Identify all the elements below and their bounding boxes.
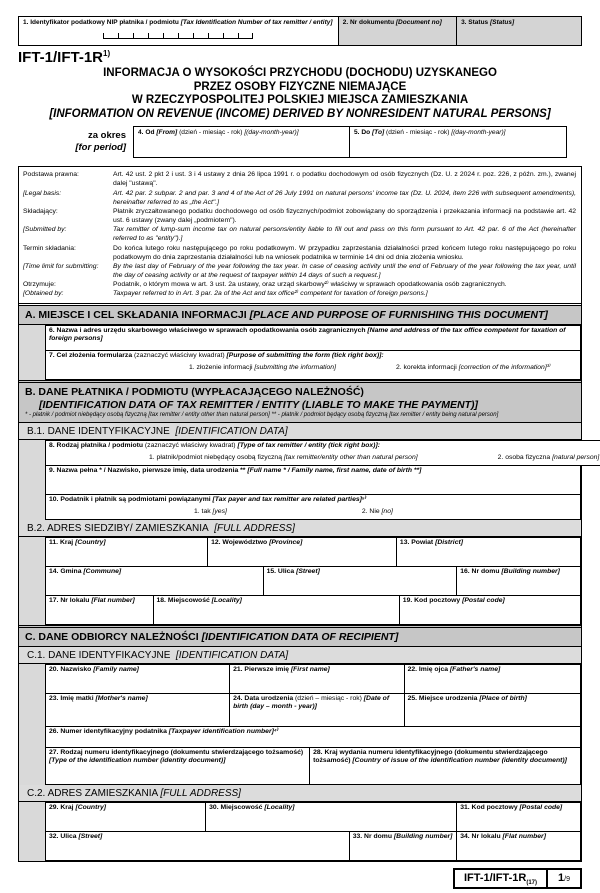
footer-form-code: IFT-$1/IFT-1R_{(17)}$ [453, 868, 548, 889]
field-16-building-number[interactable]: 16. Nr domu [Building number] [456, 566, 581, 596]
option-entity-not-natural-person[interactable]: 1. płatnik/podmiot niebędący osobą fizyczną [tax remitter/entity other than natural person] [149, 454, 418, 462]
field-24-date-of-birth[interactable]: 24. Data urodzenia (dzień – miesiąc - rok) [Date of birth (day – month - year)] [229, 693, 405, 727]
form-title [18, 67, 582, 121]
period-row [18, 126, 582, 158]
field-17-flat-number[interactable]: 17. Nr lokalu [Flat number] [45, 595, 154, 625]
legal-row-skladajacy: Składający: Płatnik zryczałtowanego podatku dochodowego od osób fizycznych/podmiot zobowiązany do sporządzenia i przekazania informacji na podstawie art. 42 ust. 6 ustawy (zwany dalej „podmiotem"). [23, 207, 576, 225]
field-11-country[interactable]: 11. Kraj [Country] [45, 537, 208, 567]
section-c-header: C. DANE ODBIORCY NALEŻNOŚCI [IDENTIFICATION DATA OF RECIPIENT] [19, 625, 581, 647]
field-28-id-country-of-issue[interactable]: 28. Kraj wydania numeru identyfikacyjnego (dokumentu stwierdzającego tożsamość) [Country of issue of the identification number (identity document)] [309, 747, 581, 785]
field-13-district[interactable]: 13. Powiat [District] [396, 537, 581, 567]
field-3-label: 3. Status [Status] [461, 19, 515, 26]
section-b2-header: B.2. ADRES SIEDZIBY/ ZAMIESZKANIA [FULL ADDRESS] [19, 520, 581, 537]
field-7-purpose[interactable]: 7. Cel złożenia formularza (zaznaczyć właściwy kwadrat) [Purpose of submitting the form (tick right box)]: 1. złożenie informacji [submitting the information] 2. korekta informacji [correction of the information]³⁾ [45, 350, 581, 380]
legal-row-obtained-by: [Obtained by: Taxpayer referred to in Art. 3 par. 2a of the Act and tax office²⁾ competent for taxation of foreign persons.] [23, 290, 428, 298]
legal-row-otrzymuje: Otrzymuje: Podatnik, o którym mowa w art. 3 ust. 2a ustawy, oraz urząd skarbowy²⁾ właściwy w sprawach opodatkowania osób zagranicznych. [23, 281, 507, 289]
field-27-id-number-type[interactable]: 27. Rodzaj numeru identyfikacyjnego (dokumentu stwierdzającego tożsamość) [Type of the identification number (identity document)] [45, 747, 310, 785]
field-30-locality[interactable]: 30. Miejscowość [Locality] [205, 802, 457, 832]
legal-row-submitted-by: [Submitted by: Tax remitter of lump-sum income tax on natural persons/entity liable to fill out and pass on this form pursuant to Art. 42 par. 6 of the Act (hereinafter referred to as "entity").] [23, 226, 576, 243]
field-14-commune[interactable]: 14. Gmina [Commune] [45, 566, 264, 596]
field-19-postal-code[interactable]: 19. Kod pocztowy [Postal code] [399, 595, 581, 625]
field-22-fathers-name[interactable]: 22. Imię ojca [Father's name] [404, 664, 581, 694]
field-2-document-no[interactable] [339, 16, 457, 46]
footer-page-number: 1/9 [548, 868, 582, 889]
field-8-remitter-type[interactable]: 8. Rodzaj płatnika / podmiotu (zaznaczyć właściwy kwadrat) [Type of tax remitter / entity (tick right box)]: 1. płatnik/podmiot niebędący osobą fizyczną [tax remitter/entity other than natural person] 2. osoba fizyczna [natural person] [45, 440, 600, 466]
form-code: IFT-$1/IFT-1R^{1)}$ [18, 49, 111, 66]
field-29-country[interactable]: 29. Kraj [Country] [45, 802, 206, 832]
field-21-first-name[interactable]: 21. Pierwsze imię [First name] [229, 664, 405, 694]
field-26-taxpayer-id-number[interactable]: 26. Numer identyfikacyjny podatnika [Taxpayer identification number]⁴⁾ [45, 726, 581, 748]
legal-row-termin: Termin składania: Do końca lutego roku następującego po roku podatkowym. W przypadku zaprzestania działalności przed końcem lutego roku następującego po roku podatkowym do dnia zaprzestania działalności lub na wniosek podatnika w terminie 14 dni od dnia złożenia wniosku. [23, 244, 576, 261]
form-title-line1: INFORMACJA O WYSOKOŚCI PRZYCHODU (DOCHODU) UZYSKANEGO [103, 67, 497, 79]
section-c1-header: C.1. DANE IDENTYFIKACYJNE [IDENTIFICATION DATA] [19, 647, 581, 664]
field-18-locality[interactable]: 18. Miejscowość [Locality] [153, 595, 400, 625]
section-a-header: A. MIEJSCE I CEL SKŁADANIA INFORMACJI [PLACE AND PURPOSE OF FURNISHING THIS DOCUMENT] [19, 306, 581, 325]
field-12-province[interactable]: 12. Województwo [Province] [207, 537, 397, 567]
field-31-postal-code[interactable]: 31. Kod pocztowy [Postal code] [456, 802, 581, 832]
legal-row-podstawa: Podstawa prawna: Art. 42 ust. 2 pkt 2 i ust. 3 i 4 ustawy z dnia 26 lipca 1991 r. o podatku dochodowym od osób fizycznych (Dz. U. z 2024 r. poz. 226, z późn. zm.), zwanej dalej "ustawą". [23, 171, 576, 188]
field-34-flat-number[interactable]: 34. Nr lokalu [Flat number] [456, 831, 581, 861]
top-identification-row [18, 16, 582, 46]
section-c2-fields [19, 802, 581, 861]
field-33-building-number[interactable]: 33. Nr domu [Building number] [349, 831, 458, 861]
field-1-nip-input[interactable] [18, 16, 339, 46]
legal-row-legal-basis: [Legal basis: Art. 42 par. 2 subpar. 2 and par. 3 and 4 of the Act of 26 July 1991 on natural persons' income tax (Dz. U. 2024, item 226 with subsequent amendments), hereinafter referred to as „the Act".] [23, 189, 576, 206]
form-body [18, 166, 600, 862]
field-4-date-from[interactable]: 4. Od [From] (dzień - miesiąc - rok) [(day-month-year)] [133, 126, 350, 158]
form-title-line4-en: [INFORMATION ON REVENUE (INCOME) DERIVED BY NONRESIDENT NATURAL PERSONS] [49, 107, 551, 120]
form-title-line2: PRZEZ OSOBY FIZYCZNE NIEMAJĄCE [193, 80, 407, 93]
period-label: za okres [for period] [75, 130, 126, 153]
option-related-yes[interactable]: 1. tak [yes] [194, 508, 227, 516]
field-32-street[interactable]: 32. Ulica [Street] [45, 831, 350, 861]
nip-digit-ruler[interactable] [103, 33, 253, 39]
form-title-line3: W RZECZYPOSPOLITEJ POLSKIEJ MIEJSCA ZAMIESZKANIA [131, 94, 469, 107]
option-related-no[interactable]: 2. Nie [no] [361, 508, 393, 516]
legal-row-time-limit: [Time limit for submitting: By the last day of February of the year following the tax year. In case of ceasing activity until the end of February of the year following the tax year, until the day of ceasing activity or at the request of taxpayer within 14 days of such a request.] [23, 262, 576, 280]
legal-basis-block [19, 167, 581, 305]
field-3-status[interactable] [457, 16, 582, 46]
section-b2-fields [19, 537, 581, 625]
field-5-date-to[interactable]: 5. Do [To] (dzień - miesiąc - rok) [(day-month-year)] [349, 126, 567, 158]
field-2-label: 2. Nr dokumentu [Document no] [342, 19, 442, 26]
field-25-place-of-birth[interactable]: 25. Miejsce urodzenia [Place of birth] [404, 693, 581, 727]
field-6-tax-office[interactable]: 6. Nazwa i adres urzędu skarbowego właściwego w sprawach opodatkowania osób zagranicznych [Name and address of the tax office competent for taxation of foreign persons] [45, 325, 581, 351]
page-footer [18, 868, 582, 889]
section-b1-header: B.1. DANE IDENTYFIKACYJNE [IDENTIFICATION DATA] [19, 423, 581, 440]
field-23-mothers-name[interactable]: 23. Imię matki [Mother's name] [45, 693, 230, 727]
section-c2-header: C.2. ADRES ZAMIESZKANIA [FULL ADDRESS] [19, 785, 581, 802]
section-b1-fields [19, 440, 600, 520]
field-9-full-name[interactable]: 9. Nazwa pełna * / Nazwisko, pierwsze imię, data urodzenia ** [Full name * / Family name, first name, date of birth **] [45, 465, 581, 495]
field-15-street[interactable]: 15. Ulica [Street] [263, 566, 458, 596]
section-b-header: B. DANE PŁATNIKA / PODMIOTU (WYPŁACAJĄCEGO NALEŻNOŚĆ) [IDENTIFICATION DATA OF TAX REMITTER / ENTITY (LIABLE TO MAKE THE PAYMENT)] * - płatnik / podmiot niebędący osobą fizyczną [tax remitter / entity other than natural person] ** - płatnik / podmiot będący osobą fizyczną [tax remitter / entity being natural person] [19, 380, 581, 423]
section-c1-fields [19, 664, 581, 785]
section-b-footnote: * - płatnik / podmiot niebędący osobą fizyczną [tax remitter / entity other than natural person] ** - płatnik / podmiot będący osobą fizyczną [tax remitter / entity being natural person] [25, 412, 499, 419]
option-submitting-information[interactable]: 1. złożenie informacji [submitting the information] [189, 364, 336, 372]
field-10-related-parties[interactable]: 10. Podatnik i płatnik są podmiotami powiązanymi [Tax payer and tax remitter are related parties]⁵⁾ 1. tak [yes] 2. Nie [no] [45, 494, 581, 520]
option-correction-information[interactable]: 2. korekta informacji [correction of the information]³⁾ [395, 364, 551, 372]
field-1-label: 1. Identyfikator podatkowy NIP płatnika / podmiotu [Tax Identification Number of tax remitter / entity] [23, 19, 333, 26]
section-a-fields [19, 325, 581, 380]
option-natural-person[interactable]: 2. osoba fizyczna [natural person] [497, 454, 600, 462]
field-20-family-name[interactable]: 20. Nazwisko [Family name] [45, 664, 230, 694]
